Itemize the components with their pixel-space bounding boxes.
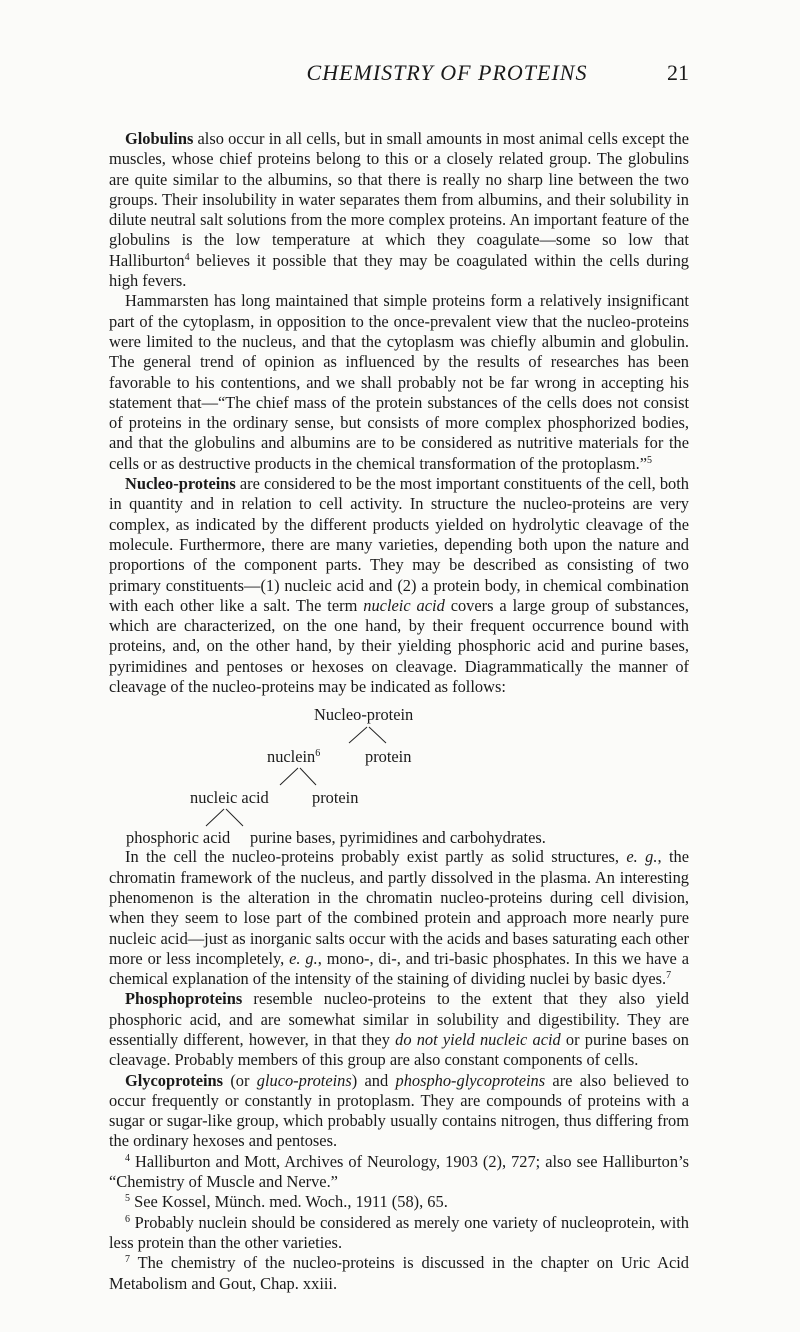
paragraph-text: (or bbox=[223, 1070, 257, 1090]
paragraph-text: also occur in all cells, but in small amounts in most animal cells except the muscles, whose chief proteins belong to this or a closely related group. The globulins are quite similar to the albumins, so that there is really no sharp line between the two groups. Their insolubility in water separates them from albumins, and their solubility in dilute neutral salt solutions from the more complex proteins. An important feature of the globulins is the low temperature at which they coagulate—some so low that Halliburton bbox=[109, 129, 689, 270]
footnote-mark: 5 bbox=[125, 1193, 130, 1205]
running-title: CHEMISTRY OF PROTEINS bbox=[306, 60, 588, 85]
term-globulins: Globulins bbox=[125, 129, 194, 148]
abbr-eg: e. g. bbox=[289, 948, 318, 968]
footnote-ref-6: 6 bbox=[315, 748, 321, 760]
footnote-ref-5: 5 bbox=[647, 454, 652, 466]
footnote-7 bbox=[109, 1253, 689, 1294]
paragraph-hammarsten bbox=[109, 291, 689, 474]
term-phospho-glycoproteins: phospho-glycoproteins bbox=[395, 1070, 546, 1090]
footnote-text: The chemistry of the nucleo-proteins is discussed in the chapter on Uric Acid Metabolism and Gout, Chap. xxiii. bbox=[109, 1253, 689, 1293]
footnote-5 bbox=[109, 1192, 689, 1212]
footnote-text: Probably nuclein should be considered as merely one variety of nucleoprotein, with less protein than the other varieties. bbox=[109, 1212, 689, 1252]
abbr-eg: e. g. bbox=[626, 847, 658, 867]
footnote-mark: 4 bbox=[125, 1152, 130, 1164]
paragraph-phosphoproteins bbox=[109, 989, 689, 1070]
page-number: 21 bbox=[667, 60, 689, 85]
branch-nucleic-left bbox=[206, 809, 224, 826]
paragraph-text: , mono-, di-, and tri-basic phosphates. In this we have a chemical explanation of the intensity of the staining of dividing nuclei by basic dyes. bbox=[109, 948, 689, 989]
node-nuclein bbox=[267, 747, 320, 767]
emphasis: do not yield nucleic acid bbox=[395, 1029, 561, 1049]
term-nucleic-acid: nucleic acid bbox=[363, 595, 445, 615]
paragraph-text: believes it possible that they may be coagulated within the cells during high fevers. bbox=[109, 250, 689, 291]
paragraph-text: , the chromatin framework of the nucleus, and partly dissolved in the plasma. An interesting phenomenon is the alteration in the chromatin nucleo-proteins during cell division, when they seem to lose part of the combined protein and approach more nearly pure nucleic acid—just as inorganic salts occur with the acids and bases saturating each other more or less incompletely, bbox=[109, 847, 689, 968]
footnotes bbox=[109, 1152, 689, 1294]
node-purine-bases: purine bases, pyrimidines and carbohydrates. bbox=[250, 828, 546, 848]
term-phosphoproteins: Phosphoproteins bbox=[125, 989, 243, 1009]
paragraph-text: resemble nucleo-proteins to the extent that they also yield phosphoric acid, and are somewhat similar in solubility and digestibility. They are essentially different, however, in that they bbox=[109, 989, 689, 1049]
paragraph-text: ) and bbox=[351, 1070, 396, 1090]
paragraph-text: or purine bases on cleavage. Probably members of this group are also constant components of cells. bbox=[109, 1029, 689, 1070]
paragraph-text: Hammarsten has long maintained that simple proteins form a relatively insignificant part of the cytoplasm, in opposition to the once-prevalent view that the nucleo-proteins were limited to the nucleus, and that the cytoplasm was chiefly albumin and globulin. The general trend of opinion as influenced by the results of researches has been favorable to his contentions, and we shall probably not be far wrong in accepting his statement that—“The chief mass of the protein substances of the cells does not consist of proteins in the ordinary sense, but consists of more complex phosphorized bodies, and that the globulins and albumins are to be considered as nutritive materials for the cells or as destructive products in the chemical transformation of the protoplasm.” bbox=[109, 291, 689, 473]
footnote-4 bbox=[109, 1152, 689, 1193]
node-nucleic-acid: nucleic acid bbox=[190, 788, 269, 808]
cleavage-diagram bbox=[109, 697, 689, 847]
paragraph-globulins bbox=[109, 129, 689, 291]
paragraph-text: In the cell the nucleo-proteins probably exist partly as solid structures, bbox=[125, 847, 627, 867]
term-gluco-proteins: gluco-proteins bbox=[256, 1070, 352, 1090]
footnote-text: See Kossel, Münch. med. Woch., 1911 (58), 65. bbox=[130, 1192, 448, 1212]
branch-nuclein-right bbox=[300, 768, 316, 785]
paragraph-chromatin bbox=[109, 847, 689, 989]
branch-root-left bbox=[349, 727, 367, 743]
branch-nucleic-right bbox=[226, 809, 243, 826]
paragraph-text: are considered to be the most important constituents of the cell, both in quantity and in relation to cell activity. In structure the nucleo-proteins are very complex, as indicated by the different products yielded on hydrolytic cleavage of the molecule. Furthermore, there are many varieties, depending both upon the nature and proportions of the component parts. They may be described as consisting of two primary constituents—(1) nucleic acid and (2) a protein body, in chemical combination with each other like a salt. The term bbox=[109, 474, 689, 615]
paragraph-text: covers a large group of substances, which are characterized, on the one hand, by their frequent occurrence bound with proteins, and, on the other hand, by their yielding phosphoric acid and purine bases, pyrimidines and pentoses or hexoses on cleavage. Diagrammatically the manner of cleavage of the nucleo-proteins may be indicated as follows: bbox=[109, 595, 689, 697]
footnote-mark: 6 bbox=[125, 1213, 130, 1225]
node-protein-2: protein bbox=[312, 788, 359, 808]
term-nucleo-proteins: Nucleo-proteins bbox=[125, 474, 236, 494]
node-nucleo-protein: Nucleo-protein bbox=[314, 705, 414, 725]
footnote-6 bbox=[109, 1213, 689, 1254]
paragraph-text: are also believed to occur frequently or constantly in protoplasm. They are compounds of proteins with a sugar or sugar-like group, which probably usually contains nitrogen, thus differing from the ordinary hexoses and pentoses. bbox=[109, 1070, 689, 1151]
footnote-ref-4: 4 bbox=[184, 251, 190, 263]
footnote-mark: 7 bbox=[125, 1254, 130, 1266]
body-text bbox=[109, 129, 689, 1294]
paragraph-nucleo-proteins bbox=[109, 474, 689, 697]
node-phosphoric-acid: phosphoric acid bbox=[126, 828, 231, 848]
branch-root-right bbox=[369, 727, 386, 743]
footnote-ref-7: 7 bbox=[666, 970, 672, 982]
term-glycoproteins: Glycoproteins bbox=[125, 1070, 224, 1090]
footnote-text: Halliburton and Mott, Archives of Neurology, 1903 (2), 727; also see Halliburton’s “Chemistry of Muscle and Nerve.” bbox=[109, 1151, 689, 1192]
branch-nuclein-left bbox=[280, 768, 298, 785]
node-nuclein-label: nuclein bbox=[267, 747, 316, 767]
paragraph-glycoproteins bbox=[109, 1071, 689, 1152]
node-protein-1: protein bbox=[365, 747, 412, 767]
